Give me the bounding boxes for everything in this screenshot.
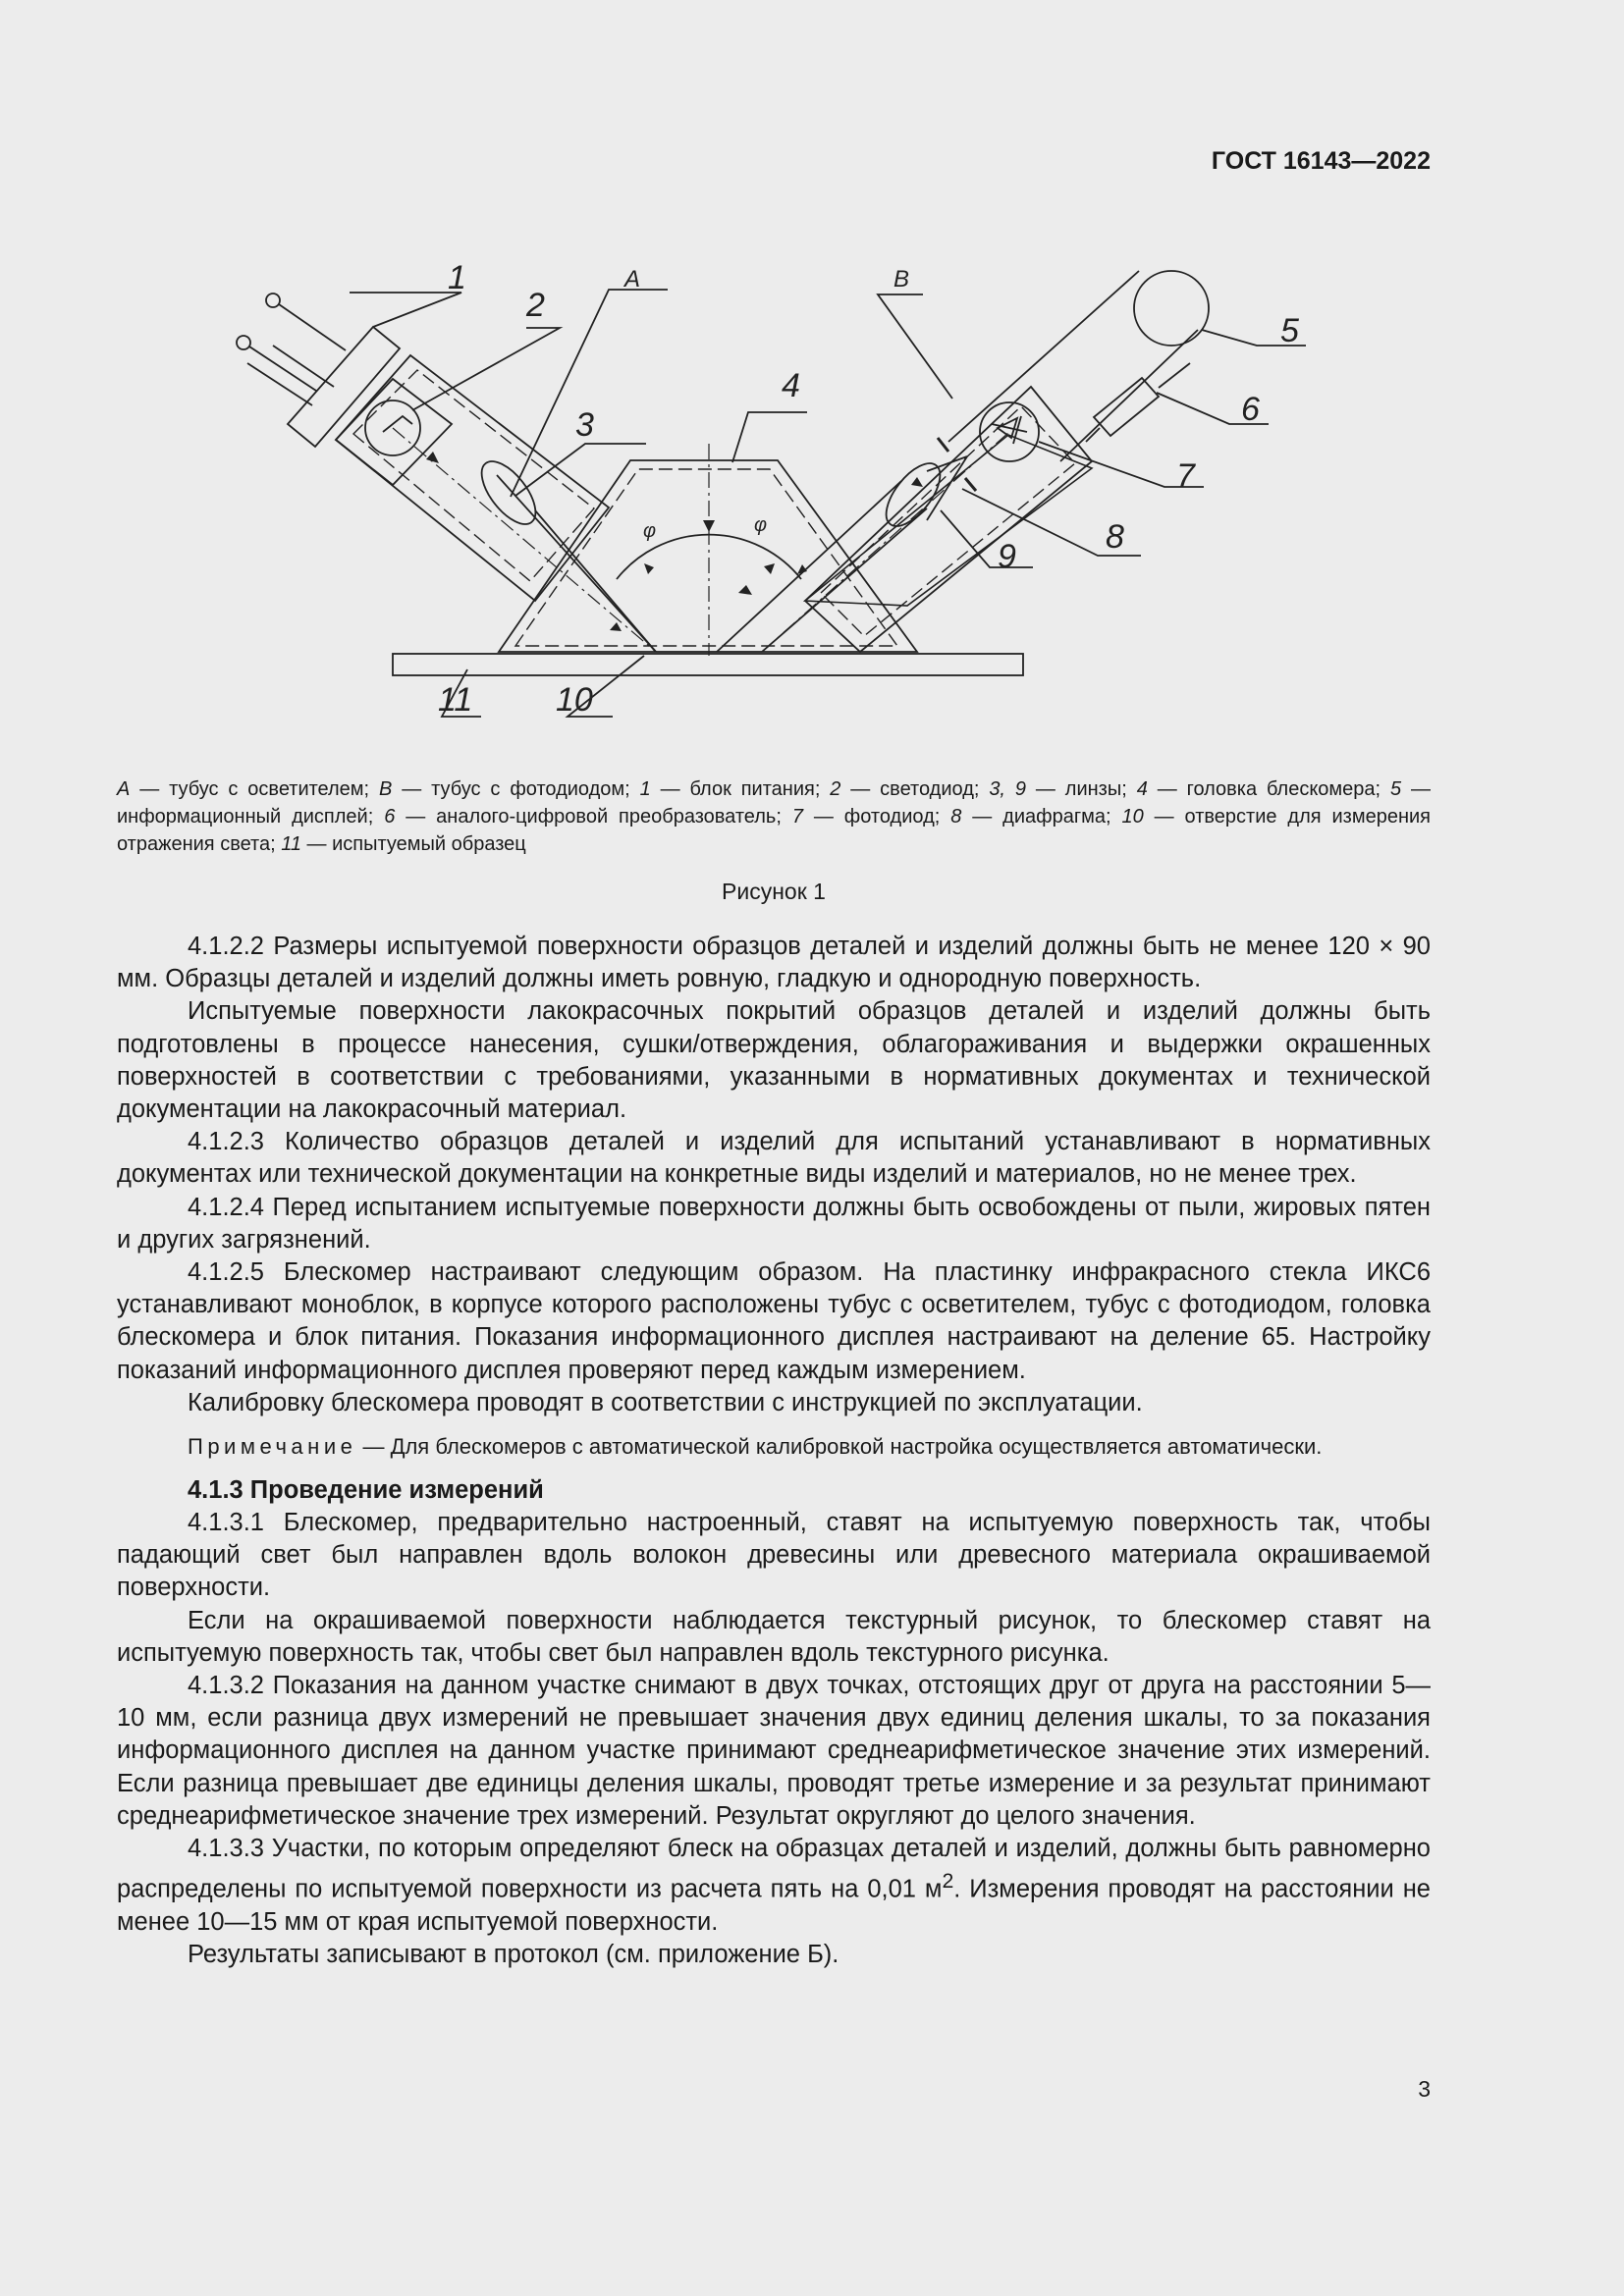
label-5: 5 xyxy=(1280,312,1299,349)
note-label: Примечание xyxy=(188,1434,357,1460)
page-number: 3 xyxy=(1418,2076,1431,2102)
label-10: 10 xyxy=(556,681,593,719)
label-b: В xyxy=(893,266,910,293)
paragraph: Результаты записывают в протокол (см. приложение Б). xyxy=(188,1941,839,1969)
figure-legend xyxy=(117,775,1431,858)
glossmeter-diagram xyxy=(0,0,1624,746)
glossmeter-head xyxy=(499,460,917,652)
note-text: — Для блескомеров с автоматической калибровкой настройка осуществляется автоматически. xyxy=(356,1434,1323,1460)
legend-body: А — тубус с осветителем; В — тубус с фотодиодом; 1 — блок питания; 2 — светодиод; 3, 9 — линзы; 4 — головка блескомера; 5 — информационный дисплей; 6 — аналого-цифровой преобразователь; 7 — фотодиод; 8 — диафрагма; 10 — отверстие для измерения отражения света; 11 — испытуемый образец xyxy=(117,778,1432,855)
adc xyxy=(1094,378,1159,436)
label-9: 9 xyxy=(998,538,1016,575)
document-body xyxy=(117,931,1431,1971)
label-8: 8 xyxy=(1106,518,1124,556)
display xyxy=(1134,271,1209,346)
label-1: 1 xyxy=(448,259,466,296)
note xyxy=(117,1432,1431,1461)
label-a: А xyxy=(624,266,641,293)
paragraph: 4.1.3.1 Блескомер, предварительно настроенный, ставят на испытуемую поверхность так, чтобы падающий свет был направлен вдоль волокон древесины или древесного материала окрашиваемой поверхности. xyxy=(117,1509,1431,1602)
specimen-plate xyxy=(393,654,1023,675)
paragraph: 4.1.2.2 Размеры испытуемой поверхности образцов деталей и изделий должны быть не менее 120 × 90 мм. Образцы деталей и изделий должны иметь ровную, гладкую и однородную поверхность. xyxy=(117,933,1431,993)
paragraph: 4.1.2.4 Перед испытанием испытуемые поверхности должны быть освобождены от пыли, жировых пятен и других загрязнений. xyxy=(117,1193,1431,1254)
label-2: 2 xyxy=(526,287,545,324)
paragraph: 4.1.3.3 Участки, по которым определяют блеск на образцах деталей и изделий, должны быть равномерно распределены по испытуемой поверхности из расчета пять на 0,01 $м^2$. Измерения проводят на расстоянии не менее 10—15 мм от края испытуемой поверхности. xyxy=(117,1835,1431,1936)
label-6: 6 xyxy=(1241,391,1260,428)
tube-a xyxy=(336,355,609,601)
label-3: 3 xyxy=(575,406,594,444)
section-title: 4.1.3 Проведение измерений xyxy=(188,1476,544,1505)
paragraph: Испытуемые поверхности лакокрасочных покрытий образцов деталей и изделий должны быть подготовлены в процессе нанесения, сушки/отверждения, облагораживания и выдержки окрашенных поверхностей в соответствии с требованиями, указанными в нормативных документах и технической документации на лакокрасочный материал. xyxy=(117,997,1431,1124)
label-11: 11 xyxy=(438,681,473,719)
paragraph: Если на окрашиваемой поверхности наблюдается текстурный рисунок, то блескомер ставят на испытуемую поверхность так, чтобы свет был направлен вдоль текстурного рисунка. xyxy=(117,1606,1431,1667)
paragraph: 4.1.2.5 Блескомер настраивают следующим образом. На пластинку инфракрасного стекла ИКС6 устанавливают моноблок, в корпусе которого расположены тубус с осветителем, тубус с фотодиодом, головка блескомера и блок питания. Показания информационного дисплея настраивают на деление 65. Настройку показаний информационного дисплея проверяют перед каждым измерением. xyxy=(117,1258,1431,1384)
lens-3 xyxy=(471,453,545,533)
document-code: ГОСТ 16143—2022 xyxy=(1211,147,1431,175)
label-phi-right: φ xyxy=(754,514,768,536)
label-phi-left: φ xyxy=(643,520,657,542)
paragraph: 4.1.2.3 Количество образцов деталей и изделий для испытаний устанавливают в нормативных документах или технической документации на конкретные виды изделий и материалов, но не менее трех. xyxy=(117,1128,1431,1189)
label-4: 4 xyxy=(782,367,800,404)
photodiode xyxy=(980,402,1039,461)
paragraph: 4.1.3.2 Показания на данном участке снимают в двух точках, отстоящих друг от друга на расстоянии 5—10 мм, если разница двух измерений не превышает значения двух единиц деления шкалы, то за показания информационного дисплея на данном участке принимают среднеарифметическое значение этих измерений. Если разница превышает две единицы деления шкалы, проводят третье измерение и за результат принимают среднеарифметическое значение трех измерений. Результат округляют до целого значения. xyxy=(117,1672,1431,1830)
label-7: 7 xyxy=(1176,457,1195,495)
figure-caption: Рисунок 1 xyxy=(722,879,826,904)
paragraph: Калибровку блескомера проводят в соответствии с инструкцией по эксплуатации. xyxy=(188,1388,1143,1416)
